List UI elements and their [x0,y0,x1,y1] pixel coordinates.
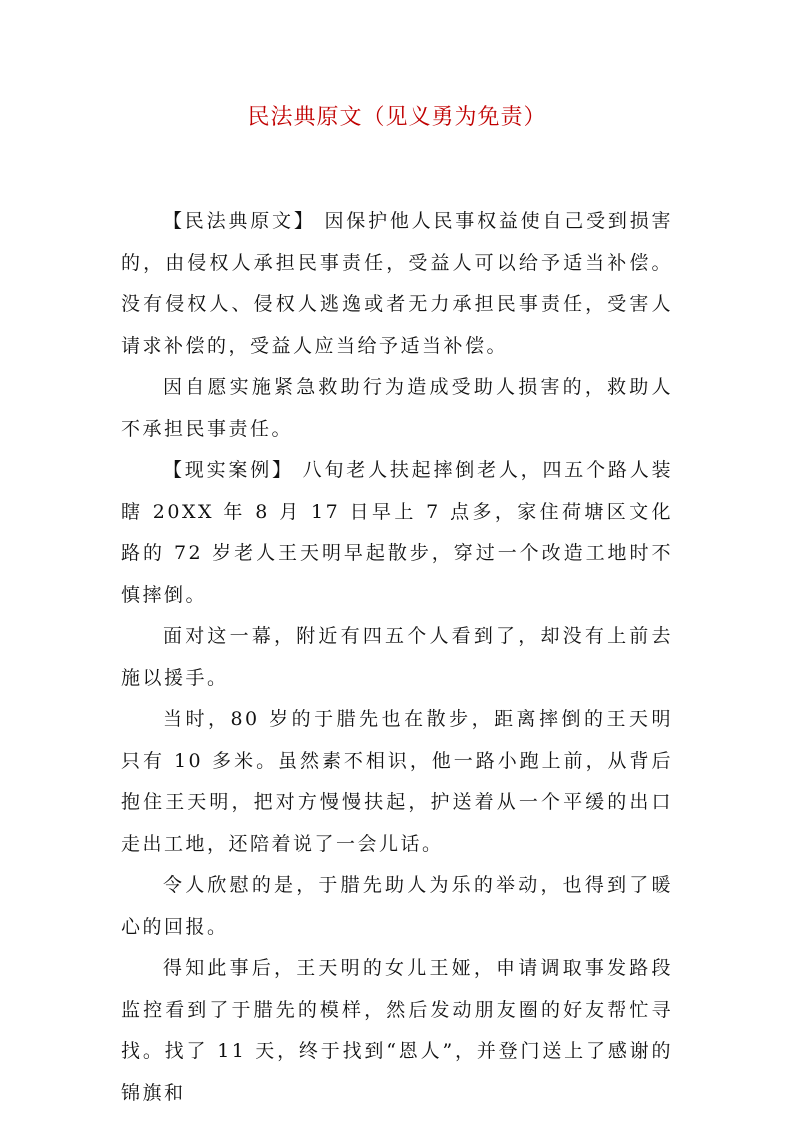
paragraph-search: 得知此事后，王天明的女儿王娅，申请调取事发路段监控看到了于腊先的模样，然后发动朋友圈的好友帮忙寻找。找了 11 天，终于找到“恩人”，并登门送上了感谢的锦旗和 [121,957,673,1104]
paragraph-civil-code-original: 【民法典原文】 因保护他人民事权益使自己受到损害的，由侵权人承担民事责任，受益人可以给予适当补偿。没有侵权人、侵权人逃逸或者无力承担民事责任，受害人请求补偿的，受益人应当给予适当补偿。 [121,210,673,357]
document-body [121,201,673,1114]
paragraph-emergency-rescue: 因自愿实施紧急救助行为造成受助人损害的，救助人不承担民事责任。 [121,376,673,440]
paragraph-rescue-action: 当时，80 岁的于腊先也在散步，距离摔倒的王天明只有 10 多米。虽然素不相识，他一路小跑上前，从背后抱住王天明，把对方慢慢扶起，护送着从一个平缓的出口走出工地，还陪着说了一会儿话。 [121,708,673,855]
paragraph-real-case: 【现实案例】 八旬老人扶起摔倒老人，四五个路人装瞎 20XX 年 8 月 17 日早上 7 点多，家住荷塘区文化路的 72 岁老人王天明早起散步，穿过一个改造工地时不慎摔倒。 [121,459,673,606]
paragraph-reward: 令人欣慰的是，于腊先助人为乐的举动，也得到了暖心的回报。 [121,874,673,938]
document-title: 民法典原文（见义勇为免责） [247,105,547,130]
paragraph-bystanders: 面对这一幕，附近有四五个人看到了，却没有上前去施以援手。 [121,625,673,689]
